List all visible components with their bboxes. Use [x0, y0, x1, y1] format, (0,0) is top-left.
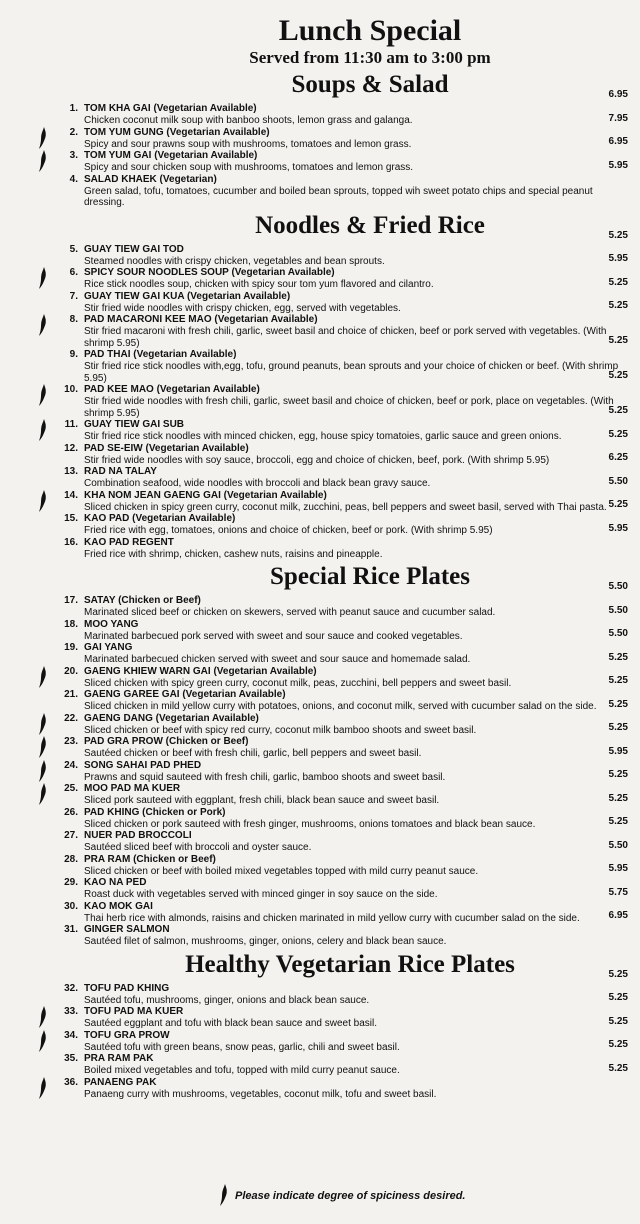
- menu-item: [0, 229, 640, 268]
- spiciness-note-text: Please indicate degree of spiciness desired.: [235, 1190, 466, 1202]
- item-name: GAENG DANG (Vegetarian Available): [84, 712, 259, 724]
- item-description: Sautéed filet of salmon, mushrooms, ginger, onions, celery and black bean sauce.: [84, 936, 447, 947]
- item-description: Sliced chicken or beef with spicy red curry, coconut milk bamboo shoots and sweet basil.: [84, 724, 477, 736]
- item-number: 23.: [64, 736, 78, 747]
- item-price: 5.95: [608, 745, 628, 757]
- item-price: 6.25: [608, 452, 628, 463]
- chili-pepper-icon: [38, 1077, 48, 1099]
- item-description: Fried rice with egg, tomatoes, onions and choice of chicken, beef or pork. (With shrimp 5.95): [84, 525, 493, 536]
- item-price: 5.25: [608, 992, 628, 1003]
- chili-pepper-icon: [38, 783, 48, 805]
- menu-item-list: [0, 968, 640, 1101]
- item-description: Sautéed sliced beef with broccoli and oyster sauce.: [84, 842, 312, 853]
- item-price: 5.25: [608, 675, 628, 686]
- item-number: 34.: [64, 1029, 78, 1041]
- chili-pepper-icon: [38, 384, 48, 406]
- item-number: 4.: [69, 173, 78, 185]
- chili-pepper-icon: [38, 267, 48, 289]
- item-number: 10.: [64, 384, 78, 395]
- item-name: PANAENG PAK: [84, 1076, 157, 1088]
- item-number: 20.: [64, 665, 78, 677]
- item-name: SATAY (Chicken or Beef): [84, 595, 201, 606]
- item-description: Stir fried rice stick noodles with,egg, tofu, ground peanuts, bean sprouts and your choice of chicken or beef. (With shrimp 5.95): [84, 361, 619, 384]
- item-number: 18.: [64, 618, 78, 630]
- item-price: 5.25: [608, 769, 628, 780]
- item-price: 5.25: [608, 816, 628, 827]
- item-price: 5.25: [608, 300, 628, 311]
- item-price: 6.95: [608, 910, 628, 921]
- item-price: 5.75: [608, 886, 628, 898]
- spiciness-note: [235, 1190, 466, 1202]
- section-title: Noodles & Fried Rice: [255, 211, 485, 239]
- item-price: 5.50: [608, 628, 628, 639]
- menu-item-list: [0, 89, 640, 209]
- item-name: KAO PAD (Vegetarian Available): [84, 513, 236, 524]
- item-name: PAD SE-EIW (Vegetarian Available): [84, 442, 249, 454]
- serving-hours: Served from 11:30 am to 3:00 pm: [249, 48, 491, 67]
- item-name: SPICY SOUR NOODLES SOUP (Vegetarian Available): [84, 267, 335, 278]
- item-name: NUER PAD BROCCOLI: [84, 830, 192, 841]
- item-price: 5.25: [608, 276, 628, 288]
- chili-pepper-icon: [38, 127, 48, 149]
- item-name: TOFU GRA PROW: [84, 1029, 170, 1041]
- item-number: 24.: [64, 759, 78, 771]
- item-name: PRA RAM PAK: [84, 1053, 154, 1064]
- chili-pepper-icon: [38, 666, 48, 688]
- menu-item: [0, 581, 640, 619]
- item-number: 32.: [64, 982, 78, 994]
- item-number: 11.: [64, 419, 78, 430]
- item-number: 26.: [64, 806, 78, 818]
- item-description: Marinated sliced beef or chicken on skewers, served with peanut sauce and cucumber salad.: [84, 607, 496, 618]
- item-name: PAD MACARONI KEE MAO (Vegetarian Available): [84, 314, 318, 325]
- item-description: Boiled mixed vegetables and tofu, topped with mild curry peanut sauce.: [84, 1065, 400, 1076]
- chili-pepper-icon: [38, 150, 48, 172]
- item-description: Combination seafood, wide noodles with broccoli and black bean gravy sauce.: [84, 478, 431, 489]
- page-title: Lunch Special: [278, 14, 462, 47]
- item-number: 28.: [64, 853, 78, 865]
- item-price: 6.95: [608, 89, 628, 100]
- chili-pepper-icon: [38, 1006, 48, 1028]
- menu-item: [0, 89, 640, 127]
- item-number: 27.: [64, 830, 78, 841]
- item-number: 25.: [64, 783, 78, 794]
- chili-pepper-icon: [38, 1030, 48, 1052]
- item-description: Spicy and sour prawns soup with mushrooms, tomatoes and lemon grass.: [84, 138, 412, 150]
- item-description: Rice stick noodles soup, chicken with spicy sour tom yum flavored and cilantro.: [84, 279, 434, 290]
- item-description: Green salad, tofu, tomatoes, cucumber and boiled bean sprouts, topped wih sweet potato chips and special peanut dressing.: [84, 185, 593, 208]
- menu-item-list: [0, 581, 640, 948]
- item-name: PAD KEE MAO (Vegetarian Available): [84, 384, 260, 395]
- item-description: Spicy and sour chicken soup with mushrooms, tomatoes and lemon grass.: [84, 162, 414, 173]
- item-number: 19.: [64, 642, 78, 653]
- item-number: 29.: [64, 877, 78, 888]
- item-description: Stir fried rice stick noodles with minced chicken, egg, house spicy tomatoies, garlic sauce and green onions.: [84, 431, 562, 442]
- item-price: 5.25: [608, 405, 628, 416]
- item-price: 5.25: [608, 722, 628, 733]
- item-price: 5.50: [608, 839, 628, 851]
- item-price: 5.95: [608, 159, 628, 171]
- item-description: Stir fried wide noodles with crispy chicken, egg, served with vegetables.: [84, 302, 401, 314]
- item-name: GAENG KHIEW WARN GAI (Vegetarian Available): [84, 665, 317, 677]
- item-description: Prawns and squid sauteed with fresh chili, garlic, bamboo shoots and sweet basil.: [84, 771, 446, 783]
- chili-pepper-icon: [38, 713, 48, 735]
- item-description: Sliced chicken or beef with boiled mixed vegetables topped with mild curry peanut sauce.: [84, 865, 479, 877]
- item-name: TOM KHA GAI (Vegetarian Available): [84, 103, 257, 114]
- item-name: TOM YUM GUNG (Vegetarian Available): [84, 126, 270, 138]
- item-number: 30.: [64, 900, 78, 912]
- item-number: 22.: [64, 712, 78, 724]
- chili-pepper-icon: [38, 314, 48, 336]
- item-price: 5.25: [608, 499, 628, 510]
- menu-item: [0, 968, 640, 1007]
- item-price: 7.95: [608, 112, 628, 124]
- item-description: Roast duck with vegetables served with minced ginger in soy sauce on the side.: [84, 889, 438, 900]
- item-name: RAD NA TALAY: [84, 466, 157, 477]
- item-name: GUAY TIEW GAI SUB: [84, 419, 185, 430]
- item-number: 17.: [64, 595, 78, 606]
- item-description: Panaeng curry with mushrooms, vegetables, coconut milk, tofu and sweet basil.: [84, 1088, 437, 1100]
- section-title: Special Rice Plates: [270, 563, 470, 590]
- item-price: 5.95: [608, 863, 628, 874]
- item-name: KAO MOK GAI: [84, 900, 153, 912]
- item-number: 15.: [64, 513, 78, 524]
- item-name: TOFU PAD KHING: [84, 982, 170, 994]
- item-number: 9.: [69, 349, 78, 360]
- item-name: SALAD KHAEK (Vegetarian): [84, 173, 217, 185]
- item-description: Marinated barbecued chicken served with sweet and sour sauce and homemade salad.: [84, 654, 471, 665]
- item-price: 5.25: [608, 229, 628, 241]
- item-name: PRA RAM (Chicken or Beef): [84, 853, 216, 865]
- menu-item-list: [0, 229, 640, 561]
- chili-pepper-icon: [38, 736, 48, 758]
- item-number: 5.: [69, 243, 78, 255]
- item-name: KAO PAD REGENT: [84, 536, 174, 548]
- item-name: PAD KHING (Chicken or Pork): [84, 806, 226, 818]
- item-name: PAD GRA PROW (Chicken or Beef): [84, 736, 249, 747]
- item-description: Chicken coconut milk soup with banboo shoots, lemon grass and galanga.: [84, 115, 413, 126]
- item-price: 5.50: [608, 604, 628, 616]
- item-name: SONG SAHAI PAD PHED: [84, 759, 202, 771]
- chili-pepper-icon: [219, 1184, 229, 1206]
- item-description: Marinated barbecued pork served with sweet and sour sauce and cooked vegetables.: [84, 630, 463, 642]
- item-number: 6.: [69, 267, 78, 278]
- item-price: 5.25: [608, 792, 628, 804]
- section-title: Soups & Salad: [291, 71, 449, 98]
- chili-pepper-icon: [38, 760, 48, 782]
- item-description: Stir fried wide noodles with soy sauce, broccoli, egg and choice of chicken, beef, pork. (With shrimp 5.95): [84, 454, 550, 466]
- item-price: 6.95: [608, 136, 628, 147]
- item-number: 3.: [69, 150, 78, 161]
- item-price: 5.25: [608, 1015, 628, 1027]
- item-name: GUAY TIEW GAI TOD: [84, 243, 184, 255]
- item-number: 36.: [64, 1076, 78, 1088]
- item-number: 8.: [69, 314, 78, 325]
- item-name: GAENG GAREE GAI (Vegetarian Available): [84, 689, 286, 700]
- item-price: 5.50: [608, 581, 628, 592]
- item-name: PAD THAI (Vegetarian Available): [84, 349, 237, 360]
- item-price: 5.25: [608, 698, 628, 710]
- item-description: Sliced chicken in spicy green curry, coconut milk, zucchini, peas, bell peppers and sweet basil, served with Thai pasta.: [84, 501, 607, 513]
- item-name: MOO PAD MA KUER: [84, 783, 181, 794]
- item-description: Stir fried wide noodles with fresh chili, garlic, sweet basil and choice of chicken, beef or pork, place on vegetables. (With shrimp 5.95): [84, 396, 614, 419]
- item-description: Sliced chicken with spicy green curry, coconut milk, peas, zucchini, bell peppers and sweet basil.: [84, 677, 512, 689]
- item-description: Sautéed eggplant and tofu with black bean sauce and sweet basil.: [84, 1018, 377, 1029]
- item-price: 5.25: [608, 428, 628, 440]
- item-price: 5.25: [608, 335, 628, 346]
- item-name: GUAY TIEW GAI KUA (Vegetarian Available): [84, 290, 291, 302]
- item-number: 12.: [64, 442, 78, 454]
- item-name: KHA NOM JEAN GAENG GAI (Vegetarian Available): [84, 489, 327, 501]
- item-name: MOO YANG: [84, 618, 139, 630]
- item-description: Sautéed tofu, mushrooms, ginger, onions and black bean sauce.: [84, 994, 370, 1006]
- item-description: Steamed noodles with crispy chicken, vegetables and bean sprouts.: [84, 255, 385, 267]
- item-name: GAI YANG: [84, 642, 133, 653]
- item-number: 14.: [64, 489, 78, 501]
- item-number: 21.: [64, 689, 78, 700]
- item-number: 31.: [64, 924, 78, 935]
- item-description: Stir fried macaroni with fresh chili, garlic, sweet basil and choice of chicken, beef or pork served with vegetables. (With shrimp 5.95): [84, 326, 607, 349]
- item-price: 5.25: [608, 968, 628, 980]
- item-price: 5.95: [608, 253, 628, 264]
- item-number: 1.: [69, 103, 78, 114]
- item-number: 16.: [64, 536, 78, 548]
- item-description: Sautéed tofu with green beans, snow peas, garlic, chili and sweet basil.: [84, 1041, 400, 1053]
- item-price: 5.25: [608, 651, 628, 663]
- item-number: 2.: [69, 126, 78, 138]
- item-price: 5.25: [608, 1062, 628, 1074]
- item-number: 7.: [69, 290, 78, 302]
- item-description: Sliced chicken in mild yellow curry with potatoes, onions, and coconut milk, served with cucumber salad on the side.: [84, 701, 597, 712]
- item-name: TOM YUM GAI (Vegetarian Available): [84, 150, 258, 161]
- item-name: KAO NA PED: [84, 877, 147, 888]
- chili-pepper-icon: [38, 490, 48, 512]
- section-title: Healthy Vegetarian Rice Plates: [185, 950, 515, 978]
- menu-sections: [0, 70, 640, 1100]
- item-description: Sliced pork sauteed with eggplant, fresh chili, black bean sauce and sweet basil.: [84, 795, 440, 806]
- item-price: 5.50: [608, 475, 628, 487]
- item-number: 33.: [64, 1006, 78, 1017]
- item-number: 35.: [64, 1053, 78, 1064]
- item-name: GINGER SALMON: [84, 924, 170, 935]
- item-description: Fried rice with shrimp, chicken, cashew nuts, raisins and pineapple.: [84, 548, 383, 560]
- item-price: 5.25: [608, 1039, 628, 1050]
- chili-pepper-icon: [38, 419, 48, 441]
- item-description: Sautéed chicken or beef with fresh chili, garlic, bell peppers and sweet basil.: [84, 748, 422, 759]
- item-price: 5.25: [608, 370, 628, 381]
- item-description: Sliced chicken or pork sauteed with fresh ginger, mushrooms, onions tomatoes and black bean sauce.: [84, 818, 536, 830]
- item-description: Thai herb rice with almonds, raisins and chicken marinated in mild yellow curry with cucumber salad on the side.: [84, 912, 580, 924]
- item-number: 13.: [64, 466, 78, 477]
- item-name: TOFU PAD MA KUER: [84, 1006, 184, 1017]
- item-price: 5.95: [608, 522, 628, 534]
